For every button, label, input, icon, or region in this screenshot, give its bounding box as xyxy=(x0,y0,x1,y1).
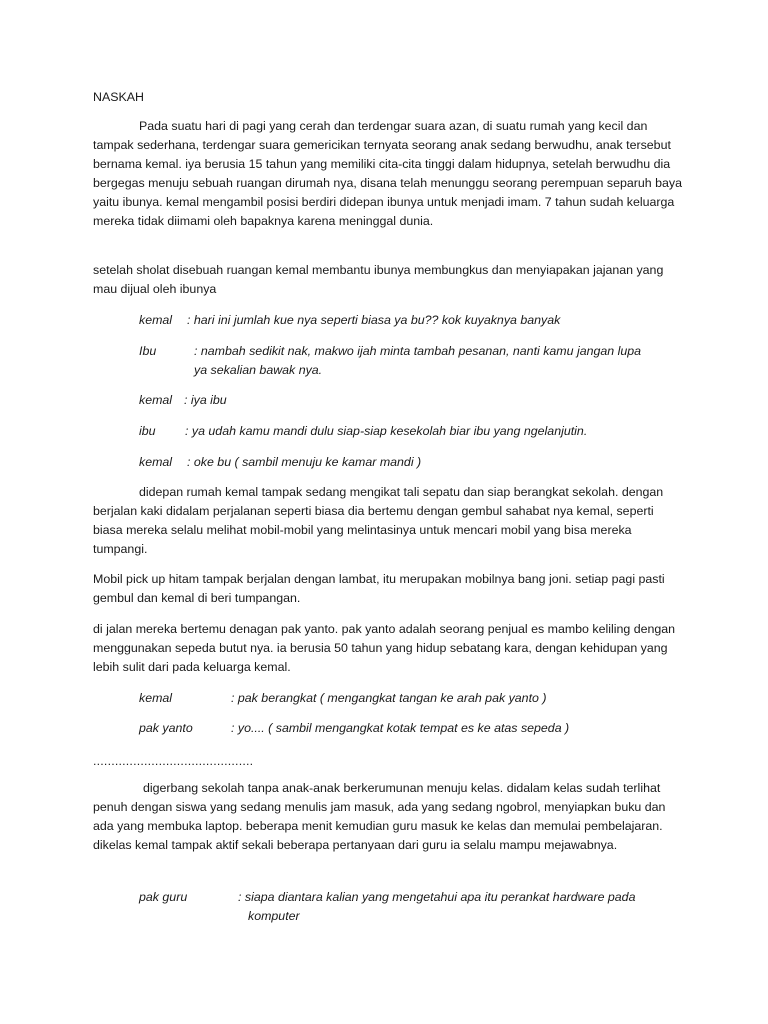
paragraph-text: digerbang sekolah tanpa anak-anak berkerumunan menuju kelas. didalam kelas sudah terlihat penuh dengan siswa yang sedang menulis jam masuk, ada yang sedang ngobrol, menyiapkan buku dan ada yang membuka laptop. beberapa menit kemudian guru masuk ke kelas dan memulai pembelajaran. dikelas kemal tampak aktif sekali beberapa pertanyaan dari guru ia selalu mampu mejawabnya. xyxy=(93,781,666,852)
paragraph-opening xyxy=(93,117,683,231)
dialogue-text-continued: ya sekalian bawak nya. xyxy=(194,363,323,377)
paragraph-school xyxy=(93,779,683,855)
dialogue-speaker: kemal xyxy=(139,455,173,469)
dialogue-text: : siapa diantara kalian yang mengetahui apa itu perankat hardware pada xyxy=(238,890,636,904)
paragraph-text: Pada suatu hari di pagi yang cerah dan terdengar suara azan, di suatu rumah yang kecil dan tampak sederhana, terdengar suara gemericikan ternyata seorang anak sedang berwudhu, anak tersebut bernama kemal. iya berusia 15 tahun yang memiliki cita-cita tinggi dalam hidupnya, setelah berwudhu dia bergegas menuju sebuah ruangan dirumah nya, disana telah menunggu seorang perempuan separuh baya yaitu ibunya. kemal mengambil posisi berdiri didepan ibunya untuk menjadi imam. 7 tahun sudah keluarga mereka tidak diimami oleh bapaknya karena meninggal dunia. xyxy=(93,119,682,228)
dialogue-text: : oke bu ( sambil menuju ke kamar mandi ) xyxy=(187,455,422,469)
scene-separator: ............................................ xyxy=(93,754,254,768)
dialogue-speaker: ibu xyxy=(139,424,156,438)
paragraph-pak-yanto xyxy=(93,620,683,677)
paragraph-text: Mobil pick up hitam tampak berjalan dengan lambat, itu merupakan mobilnya bang joni. setiap pagi pasti gembul dan kemal di beri tumpangan. xyxy=(93,572,665,605)
dialogue-text: : hari ini jumlah kue nya seperti biasa ya bu?? kok kuyaknya banyak xyxy=(187,313,561,327)
dialogue-text: : yo.... ( sambil mengangkat kotak tempat es ke atas sepeda ) xyxy=(231,721,570,735)
dialogue-speaker: pak yanto xyxy=(139,721,193,735)
paragraph-text: didepan rumah kemal tampak sedang mengikat tali sepatu dan siap berangkat sekolah. dengan berjalan kaki didalam perjalanan seperti biasa dia bertemu dengan gembul sahabat nya kemal, seperti biasa mereka selalu melihat mobil-mobil yang melintasinya untuk mencari mobil yang bisa mereka tumpangi. xyxy=(93,485,664,556)
dialogue-text-continued: komputer xyxy=(248,909,300,923)
paragraph-after-prayer xyxy=(93,261,683,299)
dialogue-text: : pak berangkat ( mengangkat tangan ke arah pak yanto ) xyxy=(231,691,547,705)
paragraph-text: setelah sholat disebuah ruangan kemal membantu ibunya membungkus dan menyiapakan jajanan yang mau dijual oleh ibunya xyxy=(93,263,664,296)
dialogue-speaker: kemal xyxy=(139,393,173,407)
dialogue-speaker: Ibu xyxy=(139,344,157,358)
paragraph-text: di jalan mereka bertemu denagan pak yanto. pak yanto adalah seorang penjual es mambo keliling dengan menggunakan sepeda butut nya. ia berusia 50 tahun yang hidup sebatang kara, dengan kehidupan yang lebih sulit dari pada keluarga kemal. xyxy=(93,622,676,674)
dialogue-text: : iya ibu xyxy=(184,393,227,407)
dialogue-text: : ya udah kamu mandi dulu siap-siap kesekolah biar ibu yang ngelanjutin. xyxy=(185,424,588,438)
dialogue-speaker: pak guru xyxy=(139,890,188,904)
dialogue-text: : nambah sedikit nak, makwo ijah minta tambah pesanan, nanti kamu jangan lupa xyxy=(194,344,642,358)
paragraph-departure xyxy=(93,483,683,559)
document-title: NASKAH xyxy=(93,90,144,104)
dialogue-speaker: kemal xyxy=(139,691,173,705)
dialogue-speaker: kemal xyxy=(139,313,173,327)
paragraph-pickup xyxy=(93,570,683,608)
